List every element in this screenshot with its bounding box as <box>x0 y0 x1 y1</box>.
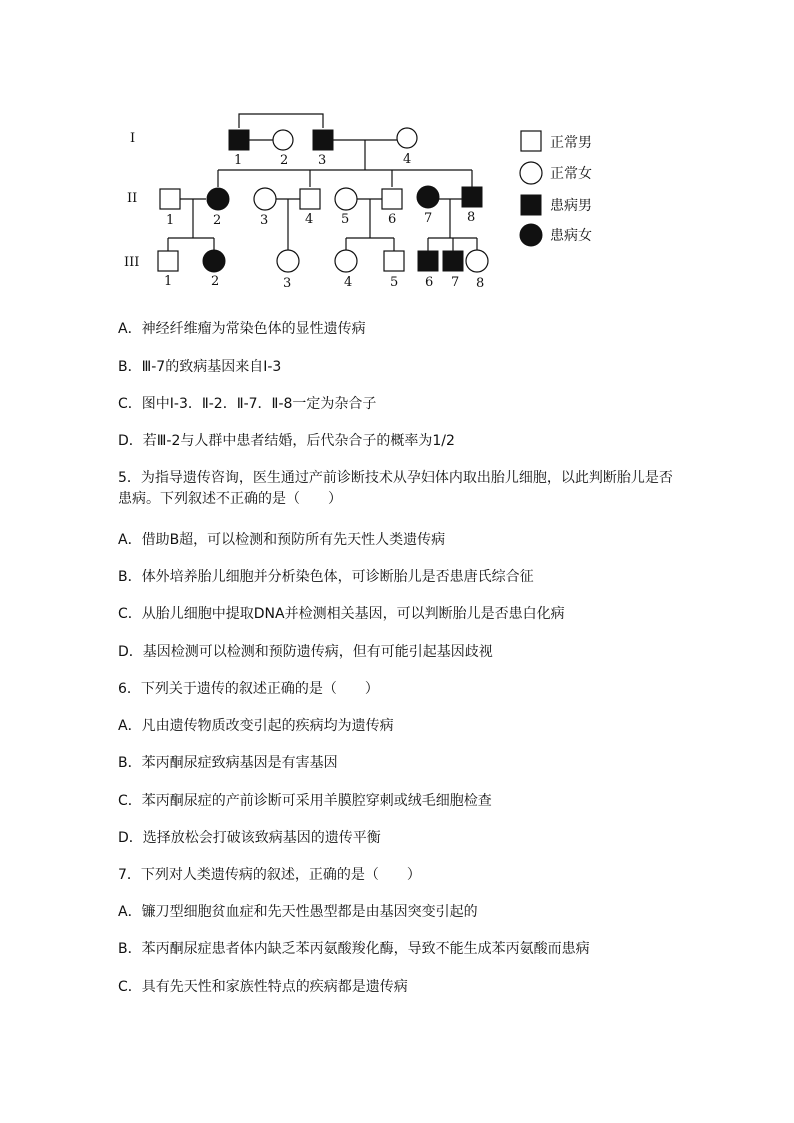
label-III-3: 3 <box>283 276 292 291</box>
individual-III-6-affected-male <box>418 251 438 271</box>
label-II-4: 4 <box>305 212 314 227</box>
option-4a: A．神经纤维瘤为常染色体的显性遗传病 <box>118 321 366 337</box>
label-II-8: 8 <box>467 210 476 225</box>
legend-affected-female-label: 患病女 <box>550 228 592 244</box>
option-6b: B．苯丙酮尿症致病基因是有害基因 <box>118 755 338 771</box>
label-III-2: 2 <box>211 274 220 289</box>
generation-label-1: I <box>130 131 136 146</box>
individual-I-4-normal-female <box>397 128 417 148</box>
label-II-6: 6 <box>388 212 397 227</box>
legend-affected-male-label: 患病男 <box>550 198 592 214</box>
individual-I-1-affected-male <box>229 130 249 150</box>
option-7a: A．镰刀型细胞贫血症和先天性愚型都是由基因突变引起的 <box>118 904 478 920</box>
option-4c: C．图中Ⅰ-3．Ⅱ-2．Ⅱ-7．Ⅱ-8一定为杂合子 <box>118 396 377 412</box>
individual-II-5-normal-female <box>335 188 357 210</box>
option-6d: D．选择放松会打破该致病基因的遗传平衡 <box>118 830 381 846</box>
legend-normal-female-label: 正常女 <box>550 166 592 182</box>
label-II-5: 5 <box>341 212 350 227</box>
legend-affected-female-symbol <box>520 224 542 246</box>
option-5c: C．从胎儿细胞中提取DNA并检测相关基因，可以判断胎儿是否患白化病 <box>118 606 565 622</box>
label-III-5: 5 <box>390 275 399 290</box>
question-6-stem: 6．下列关于遗传的叙述正确的是（ ） <box>118 681 379 697</box>
label-II-7: 7 <box>424 211 433 226</box>
individual-II-8-affected-male <box>462 187 482 207</box>
legend-normal-male-label: 正常男 <box>550 135 592 151</box>
pedigree-legend <box>520 131 592 246</box>
legend-normal-male-symbol <box>521 131 541 151</box>
option-5a: A．借助B超，可以检测和预防所有先天性人类遗传病 <box>118 532 446 548</box>
individual-II-3-normal-female <box>254 188 276 210</box>
label-II-3: 3 <box>260 213 269 228</box>
option-5d: D．基因检测可以检测和预防遗传病，但有可能引起基因歧视 <box>118 644 493 660</box>
label-I-4: 4 <box>403 152 412 167</box>
question-5-stem: 5．为指导遗传咨询，医生通过产前诊断技术从孕妇体内取出胎儿细胞，以此判断胎儿是否患病。下列叙述不正确的是（ ） <box>118 470 673 507</box>
label-II-2: 2 <box>213 213 222 228</box>
label-I-1: 1 <box>234 153 243 168</box>
individual-III-5-normal-male <box>384 251 404 271</box>
label-III-8: 8 <box>476 276 485 291</box>
label-III-4: 4 <box>344 275 353 290</box>
individual-III-4-normal-female <box>335 250 357 272</box>
option-6a: A．凡由遗传物质改变引起的疾病均为遗传病 <box>118 718 394 734</box>
individual-III-1-normal-male <box>158 251 178 271</box>
individual-III-7-affected-male <box>443 251 463 271</box>
individual-III-8-normal-female <box>466 250 488 272</box>
individual-III-2-affected-female <box>203 250 225 272</box>
option-4b: B．Ⅲ-7的致病基因来自Ⅰ-3 <box>118 359 282 375</box>
generation-label-2: II <box>127 191 138 206</box>
label-III-1: 1 <box>164 274 173 289</box>
pedigree-chart <box>0 0 794 300</box>
label-III-7: 7 <box>451 275 460 290</box>
label-III-6: 6 <box>425 275 434 290</box>
legend-affected-male-symbol <box>521 195 541 215</box>
individual-II-4-normal-male <box>300 189 320 209</box>
individual-II-1-normal-male <box>160 189 180 209</box>
option-7b: B．苯丙酮尿症患者体内缺乏苯丙氨酸羧化酶，导致不能生成苯丙氨酸而患病 <box>118 941 590 957</box>
individual-II-2-affected-female <box>207 188 229 210</box>
individual-I-3-affected-male <box>313 130 333 150</box>
option-4d: D．若Ⅲ-2与人群中患者结婚，后代杂合子的概率为1/2 <box>118 433 455 449</box>
individual-II-7-affected-female <box>417 186 439 208</box>
individual-I-2-normal-female <box>273 130 293 150</box>
label-I-2: 2 <box>280 153 289 168</box>
option-5b: B．体外培养胎儿细胞并分析染色体，可诊断胎儿是否患唐氏综合征 <box>118 569 534 585</box>
individual-II-6-normal-male <box>382 189 402 209</box>
option-6c: C．苯丙酮尿症的产前诊断可采用羊膜腔穿刺或绒毛细胞检查 <box>118 793 492 809</box>
option-7c: C．具有先天性和家族性特点的疾病都是遗传病 <box>118 979 408 995</box>
individual-III-3-normal-female <box>277 250 299 272</box>
generation-label-3: III <box>124 255 140 270</box>
legend-normal-female-symbol <box>520 162 542 184</box>
label-II-1: 1 <box>166 213 175 228</box>
question-7-stem: 7．下列对人类遗传病的叙述，正确的是（ ） <box>118 867 421 883</box>
label-I-3: 3 <box>318 153 327 168</box>
